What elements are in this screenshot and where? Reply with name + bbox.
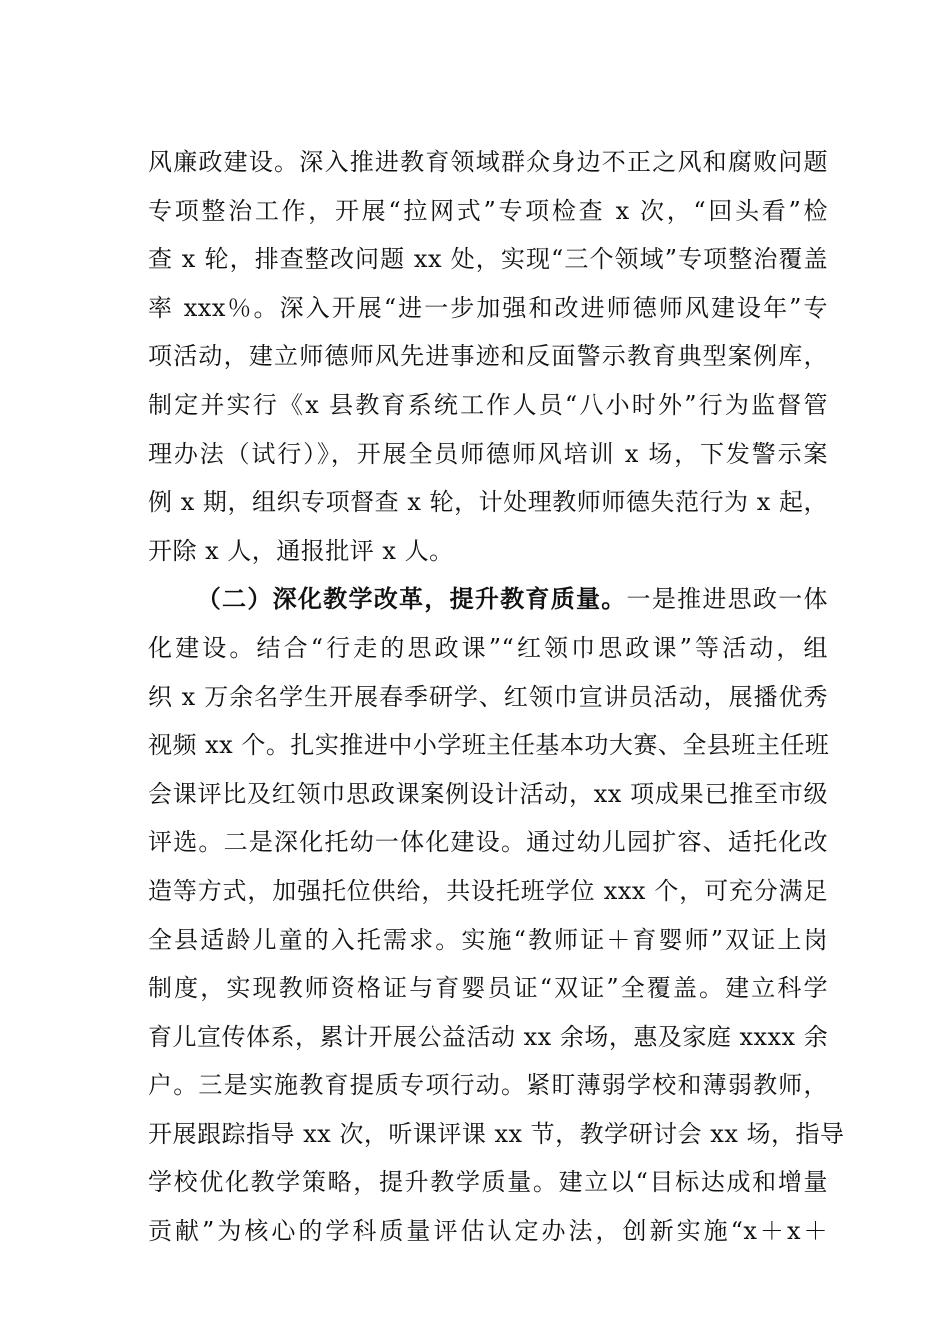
text-line: 评选。二是深化托幼一体化建设。通过幼儿园扩容、适托化改 bbox=[148, 828, 828, 857]
text-line: 查 x 轮，排查整改问题 xx 处，实现“三个领域”专项整治覆盖 bbox=[148, 245, 828, 274]
text-run: 一是推进思政一体 bbox=[626, 585, 829, 614]
text-line: 例 x 期，组织专项督查 x 轮，计处理教师师德失范行为 x 起， bbox=[148, 488, 828, 517]
paragraph-2 bbox=[148, 575, 845, 1255]
text-line: 率 xxx％。深入开展“进一步加强和改进师德师风建设年”专 bbox=[148, 293, 828, 322]
text-line: 贡献”为核心的学科质量评估认定办法，创新实施“x＋x＋ bbox=[148, 1217, 828, 1246]
text-line: 理办法（试行）》，开展全员师德师风培训 x 场，下发警示案 bbox=[148, 439, 828, 468]
text-line: 项活动，建立师德师风先进事迹和反面警示教育典型案例库， bbox=[148, 342, 828, 371]
text-line: 全县适龄儿童的入托需求。实施“教师证＋育婴师”双证上岗 bbox=[148, 925, 828, 954]
text-line: 制定并实行《x 县教育系统工作人员“八小时外”行为监督管 bbox=[148, 390, 828, 419]
text-line: 学校优化教学策略，提升教学质量。建立以“目标达成和增量 bbox=[148, 1168, 828, 1197]
paragraph-1 bbox=[148, 138, 828, 575]
text-line: 造等方式，加强托位供给，共设托班学位 xxx 个，可充分满足 bbox=[148, 876, 828, 905]
text-line-first bbox=[148, 575, 828, 624]
text-line: 专项整治工作，开展“拉网式”专项检查 x 次，“回头看”检 bbox=[148, 196, 828, 225]
section-heading: （二）深化教学改革，提升教育质量。 bbox=[196, 584, 627, 614]
text-line: 视频 xx 个。扎实推进中小学班主任基本功大赛、全县班主任班 bbox=[148, 731, 830, 760]
document-body bbox=[148, 138, 845, 1256]
text-line: 户。三是实施教育提质专项行动。紧盯薄弱学校和薄弱教师， bbox=[148, 1071, 828, 1100]
text-line: 化建设。结合“行走的思政课”“红领巾思政课”等活动，组 bbox=[148, 633, 828, 662]
text-line: 开除 x 人，通报批评 x 人。 bbox=[148, 536, 454, 565]
text-line: 风廉政建设。深入推进教育领域群众身边不正之风和腐败问题 bbox=[148, 148, 828, 176]
text-line: 会课评比及红领巾思政课案例设计活动，xx 项成果已推至市级 bbox=[148, 779, 828, 808]
text-line: 育儿宣传体系，累计开展公益活动 xx 余场，惠及家庭 xxxx 余 bbox=[148, 1022, 829, 1051]
text-line: 织 x 万余名学生开展春季研学、红领巾宣讲员活动，展播优秀 bbox=[148, 682, 828, 711]
text-line: 开展跟踪指导 xx 次，听课评课 xx 节，教学研讨会 xx 场，指导 bbox=[148, 1119, 845, 1148]
text-line: 制度，实现教师资格证与育婴员证“双证”全覆盖。建立科学 bbox=[148, 974, 828, 1003]
